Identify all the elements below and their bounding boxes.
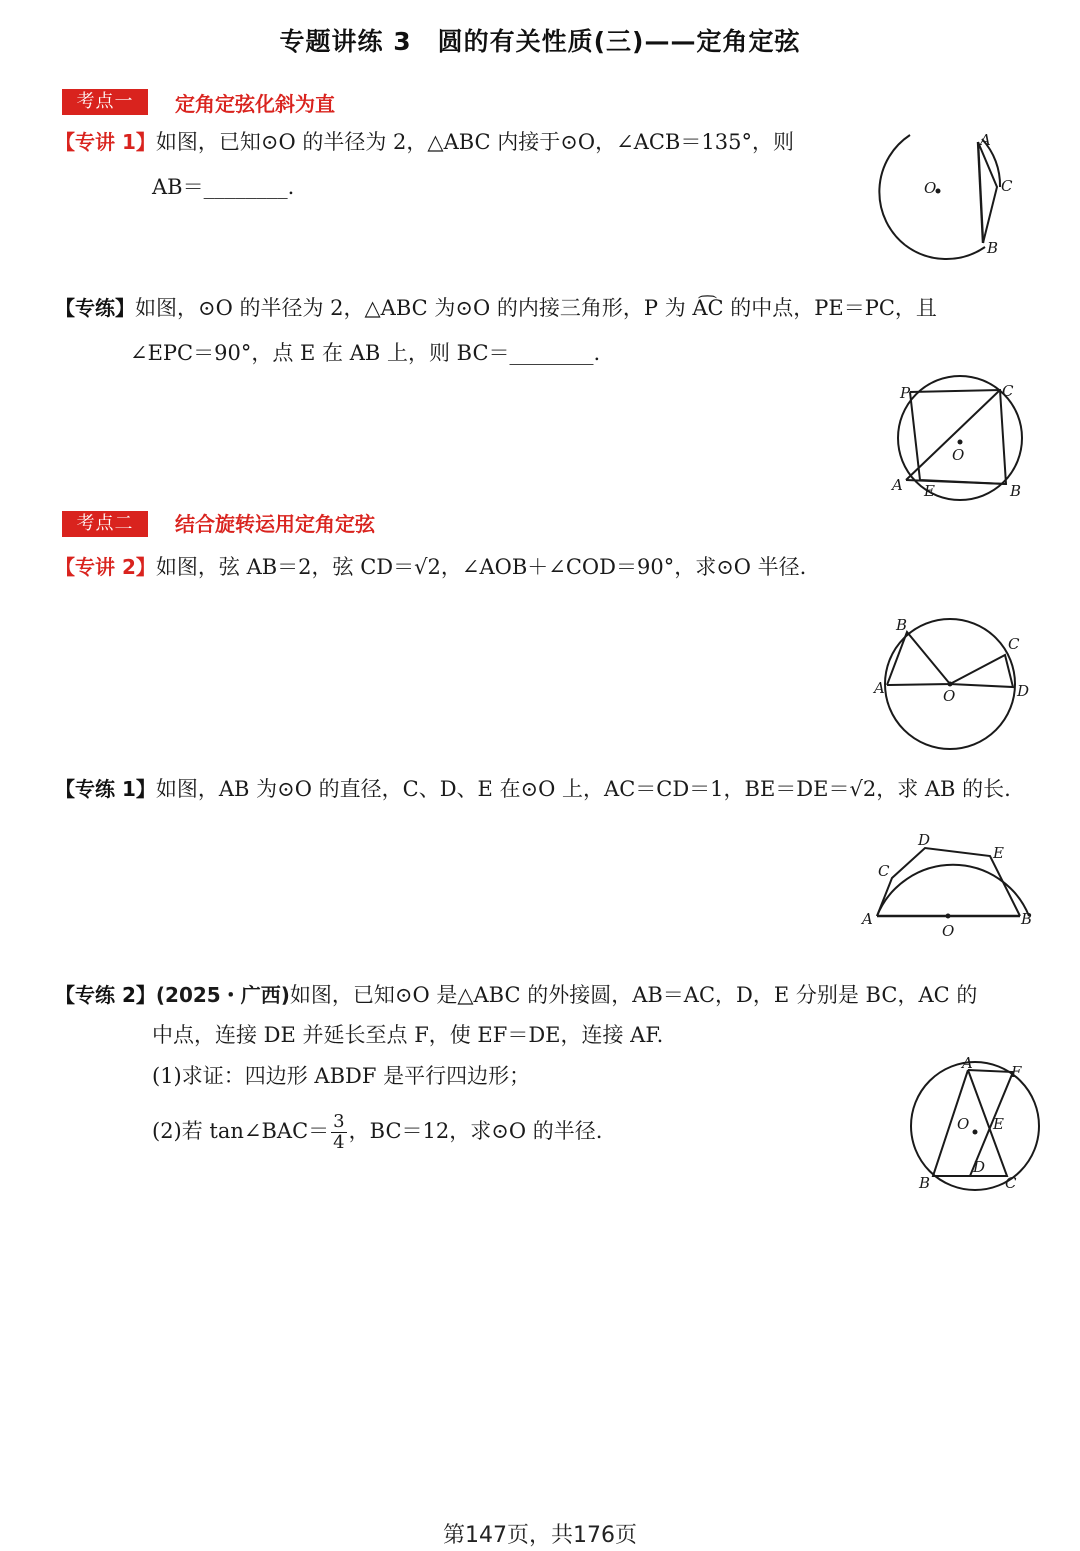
figure-3-label-a: A	[874, 679, 885, 697]
figure-4-label-a: A	[862, 910, 873, 928]
problem-5-fraction	[331, 1112, 346, 1153]
figure-4	[860, 830, 1040, 940]
problem-3-text-1: 如图，弦 AB＝2，弦 CD＝√2，∠AOB＋∠COD＝90°，求⊙O 半径.	[155, 555, 807, 579]
problem-1-text-1: 如图，已知⊙O 的半径为 2，△ABC 内接于⊙O，∠ACB＝135°，则	[155, 130, 794, 154]
figure-2-square-pc-ce	[910, 390, 1006, 484]
figure-2-center-dot	[958, 440, 963, 445]
section-2-title: 结合旋转运用定角定弦	[175, 512, 375, 536]
figure-3-center-dot	[948, 682, 953, 687]
problem-4-tag: 【专练 1】	[55, 777, 156, 801]
problem-2-line-1	[55, 293, 937, 323]
figure-2	[880, 372, 1040, 502]
problem-3-line-1	[55, 552, 806, 582]
problem-5-line-1	[55, 980, 977, 1010]
problem-1-line-2: AB＝________.	[152, 175, 295, 199]
figure-4-label-e: E	[993, 844, 1004, 862]
figure-4-label-o: O	[942, 922, 955, 940]
figure-3-triangle-cod	[950, 655, 1013, 687]
fraction-denominator: 4	[333, 1132, 345, 1153]
figure-2-label-b: B	[1010, 482, 1022, 500]
figure-4-label-d: D	[918, 831, 931, 849]
figure-2-label-a: A	[892, 476, 903, 494]
problem-5-part-1: (1)求证：四边形 ABDF 是平行四边形；	[152, 1064, 531, 1088]
figure-3-label-c: C	[1008, 635, 1020, 653]
figure-5-center-dot	[973, 1130, 978, 1135]
problem-2-text-1: 如图，⊙O 的半径为 2，△ABC 为⊙O 的内接三角形，P 为 A͡C 的中点，PE＝PC，且	[135, 296, 937, 320]
section-2-badge: 考点二	[62, 511, 148, 537]
figure-3	[870, 615, 1040, 755]
figure-3-triangle-aob	[887, 632, 950, 685]
figure-5-label-d: D	[973, 1158, 986, 1176]
figure-2-chord-ac	[906, 390, 1000, 480]
figure-1	[860, 125, 1030, 265]
figure-5-label-a: A	[962, 1054, 973, 1072]
figure-1-label-o: O	[924, 179, 937, 197]
figure-5-label-c: C	[1005, 1174, 1017, 1192]
figure-5-label-o: O	[957, 1115, 970, 1133]
figure-5	[895, 1050, 1045, 1195]
figure-4-center-dot	[946, 914, 951, 919]
figure-2-label-c: C	[1002, 382, 1014, 400]
problem-4-line-1	[55, 774, 1011, 804]
page-title: 专题讲练 3 圆的有关性质(三)——定角定弦	[279, 27, 801, 56]
problem-1-tag: 【专讲 1】	[55, 130, 156, 154]
problem-3-tag: 【专讲 2】	[55, 555, 156, 579]
section-1-title: 定角定弦化斜为直	[175, 92, 335, 116]
problem-5-part-2	[152, 1112, 602, 1153]
figure-1-circle-lower-arc	[905, 245, 985, 259]
section-1-badge: 考点一	[62, 89, 148, 115]
figure-3-label-d: D	[1017, 682, 1030, 700]
problem-2-line-2: ∠EPC＝90°，点 E 在 AB 上，则 BC＝________.	[130, 341, 601, 365]
figure-5-label-f: F	[1011, 1063, 1022, 1081]
figure-2-chord-ab	[906, 480, 1006, 484]
problem-1-line-1	[55, 127, 794, 157]
figure-5-label-b: B	[919, 1174, 931, 1192]
figure-4-label-b: B	[1021, 910, 1033, 928]
figure-1-label-a: A	[980, 131, 991, 149]
figure-4-label-c: C	[878, 862, 890, 880]
problem-5-source: (2025・广西)	[155, 983, 290, 1007]
figure-3-label-b: B	[896, 616, 908, 634]
problem-5-line-2: 中点，连接 DE 并延长至点 F，使 EF＝DE，连接 AF.	[152, 1023, 664, 1047]
problem-5-part-2-suffix: ，BC＝12，求⊙O 的半径.	[348, 1119, 603, 1143]
figure-5-label-e: E	[993, 1115, 1004, 1133]
figure-1-label-b: B	[987, 239, 999, 257]
figure-2-label-e: E	[924, 482, 935, 500]
figure-2-label-o: O	[952, 446, 965, 464]
problem-4-text-1: 如图，AB 为⊙O 的直径，C、D、E 在⊙O 上，AC＝CD＝1，BE＝DE＝√2，求 AB 的长.	[155, 777, 1011, 801]
problem-5-part-2-prefix: (2)若 tan∠BAC＝	[152, 1119, 330, 1143]
figure-1-label-c: C	[1001, 177, 1013, 195]
figure-3-label-o: O	[943, 687, 956, 705]
fraction-numerator: 3	[333, 1111, 345, 1132]
figure-1-chord-ab	[978, 142, 983, 243]
figure-2-label-p: P	[900, 384, 911, 402]
problem-5-tag: 【专练 2】	[55, 983, 156, 1007]
page-number-footer: 第147页，共176页	[443, 1523, 637, 1548]
figure-1-circle	[879, 135, 910, 245]
problem-5-text-1: 如图，已知⊙O 是△ABC 的外接圆，AB＝AC，D，E 分别是 BC，AC 的	[289, 983, 978, 1007]
problem-2-tag: 【专练】	[55, 296, 135, 320]
